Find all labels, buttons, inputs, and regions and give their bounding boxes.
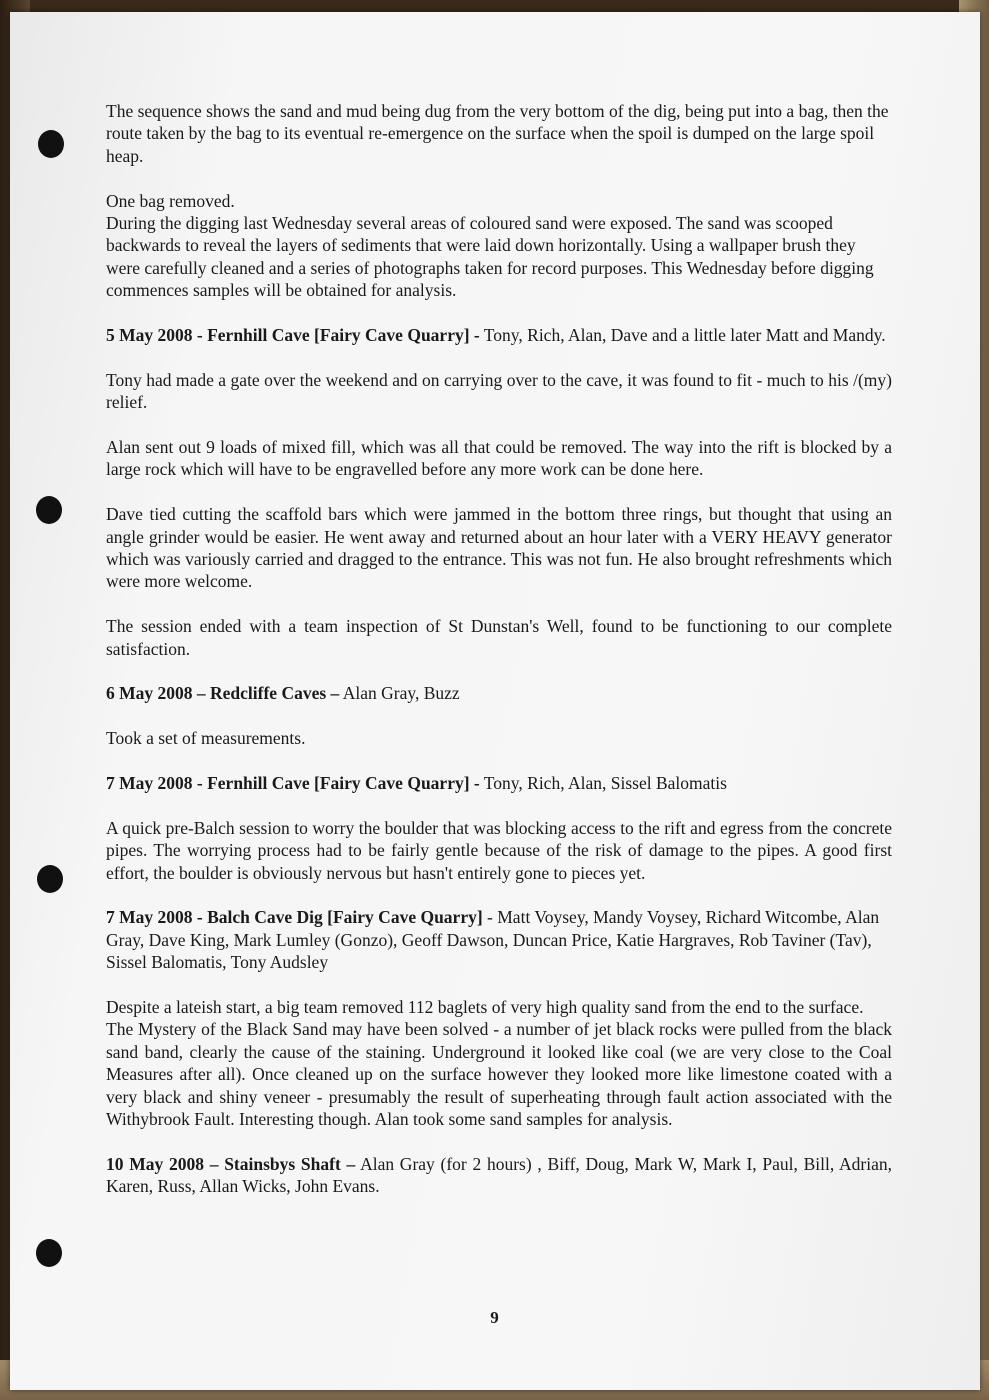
- entry-heading: [106, 772, 892, 794]
- entry-team: - Matt Voysey, Mandy Voysey, Richard Witcombe, Alan Gray, Dave King, Mark Lumley (Gonzo), Geoff Dawson, Duncan Price, Katie Hargraves, Rob Taviner (Tav), Sissel Balomatis, Tony Audsley: [106, 907, 880, 973]
- paragraph: Tony had made a gate over the weekend and on carrying over to the cave, it was found to fit - much to his /(my) relief.: [106, 369, 892, 413]
- entry-date-title: 10 May 2008 – Stainsbys Shaft –: [106, 1153, 356, 1174]
- punch-hole: [37, 865, 63, 893]
- page-number: 9: [490, 1308, 499, 1327]
- entry-team: Alan Gray, Buzz: [339, 683, 460, 704]
- entry-date-title: 6 May 2008 – Redcliffe Caves –: [106, 683, 340, 704]
- paragraph: Dave tied cutting the scaffold bars which were jammed in the bottom three rings, but thought that using an angle grinder would be easier. He went away and returned about an hour later with a VERY HEAVY generator which was variously carried and dragged to the entrance. This was not fun. He also brought refreshments which were more welcome.: [106, 504, 892, 592]
- paragraph: During the digging last Wednesday several areas of coloured sand were exposed. The sand was scooped backwards to reveal the layers of sediments that were laid down horizontally. Using a wallpaper brush they were carefully cleaned and a series of photographs taken for record purposes. This Wednesday before digging commences samples will be obtained for analysis.: [106, 213, 874, 301]
- entry-date-title: 5 May 2008 - Fernhill Cave [Fairy Cave Quarry] -: [106, 325, 480, 346]
- entry-date-title: 7 May 2008 - Balch Cave Dig [Fairy Cave Quarry]: [106, 907, 483, 928]
- paragraph: One bag removed.: [106, 190, 235, 211]
- entry-heading: [106, 1153, 892, 1198]
- paragraph: A quick pre-Balch session to worry the boulder that was blocking access to the rift and egress from the concrete pipes. The worrying process had to be fairly gentle because of the risk of damage to the pipes. A good first effort, the boulder is obviously nervous but hasn't entirely gone to pieces yet.: [106, 817, 892, 883]
- entry-heading: [106, 324, 892, 346]
- entry-team: Tony, Rich, Alan, Dave and a little later Matt and Mandy.: [479, 325, 886, 346]
- paragraph: Despite a lateish start, a big team removed 112 baglets of very high quality sand from the end to the surface.: [106, 997, 864, 1018]
- punch-hole: [38, 130, 64, 158]
- paragraph: The sequence shows the sand and mud being dug from the very bottom of the dig, being put into a bag, then the route taken by the bag to its eventual re-emergence on the surface when the spoil is dumped on the large spoil heap.: [106, 101, 889, 166]
- paragraph: The Mystery of the Black Sand may have been solved - a number of jet black rocks were pulled from the black sand band, clearly the cause of the staining. Underground it looked like coal (we are very close to the Coal Measures after all). Once cleaned up on the surface however they looked more like limestone coated with a very black and shiny veneer - presumably the result of superheating through fault action associated with the Withybrook Fault. Interesting though. Alan took some sand samples for analysis.: [106, 1019, 892, 1130]
- entry-heading: [106, 682, 892, 704]
- entry-team: Tony, Rich, Alan, Sissel Balomatis: [479, 773, 727, 794]
- document-body: [106, 100, 892, 1220]
- entry-heading: [106, 906, 892, 973]
- punch-hole: [36, 1239, 62, 1267]
- paragraph: The session ended with a team inspection of St Dunstan's Well, found to be functioning to our complete satisfaction.: [106, 616, 892, 659]
- entry-team: Alan Gray (for 2 hours) , Biff, Doug, Mark W, Mark I, Paul, Bill, Adrian, Karen, Russ, Allan Wicks, John Evans.: [106, 1153, 892, 1197]
- entry-date-title: 7 May 2008 - Fernhill Cave [Fairy Cave Quarry] -: [106, 773, 480, 794]
- paragraph: Took a set of measurements.: [106, 728, 306, 749]
- punch-hole: [36, 496, 62, 524]
- paragraph: Alan sent out 9 loads of mixed fill, which was all that could be removed. The way into the rift is blocked by a large rock which will have to be engravelled before any more work can be done here.: [106, 437, 892, 480]
